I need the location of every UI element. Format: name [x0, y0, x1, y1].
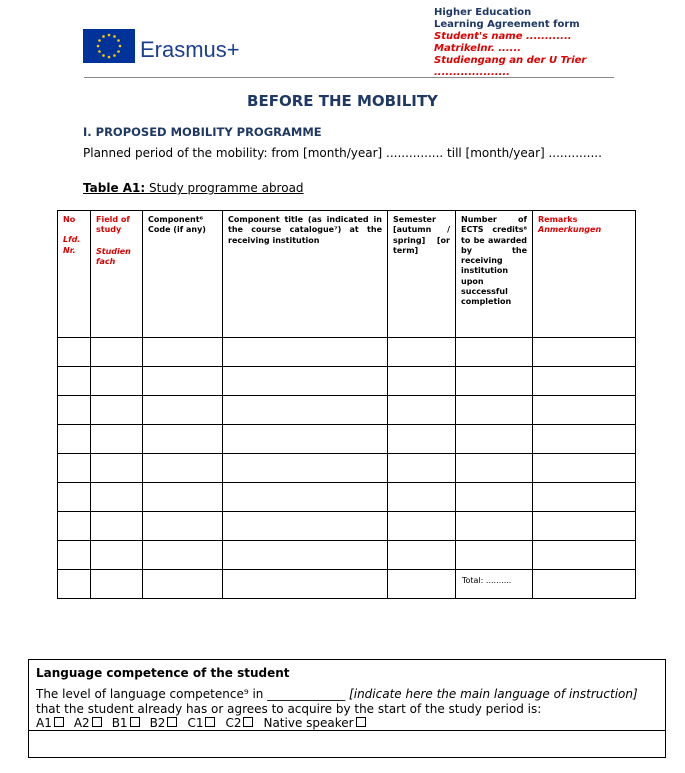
form-header [434, 7, 614, 79]
page-title: BEFORE THE MOBILITY [247, 92, 438, 110]
table-cell[interactable] [223, 425, 388, 454]
checkbox-icon[interactable] [92, 717, 102, 727]
level-option[interactable] [225, 716, 253, 730]
header-ects: Number of ECTS credits⁸ to be awarded by the receiving institution upon successful completion [456, 211, 533, 338]
checkbox-icon[interactable] [243, 717, 253, 727]
table-cell[interactable] [223, 541, 388, 570]
table-cell[interactable] [388, 541, 456, 570]
checkbox-icon[interactable] [130, 717, 140, 727]
table-cell[interactable] [456, 512, 533, 541]
table-cell[interactable] [143, 541, 223, 570]
table-cell[interactable] [533, 425, 636, 454]
table-cell[interactable] [91, 570, 143, 599]
level-label: B2 [149, 716, 166, 730]
table-cell[interactable] [533, 483, 636, 512]
header-component-code: Component⁶ Code (if any) [143, 211, 223, 338]
table-cell[interactable] [223, 396, 388, 425]
table-caption-label: Table A1: [83, 181, 146, 195]
level-label: C2 [225, 716, 242, 730]
section-heading: I. PROPOSED MOBILITY PROGRAMME [83, 125, 322, 139]
table-cell[interactable] [58, 541, 91, 570]
table-cell[interactable] [58, 512, 91, 541]
level-option[interactable] [74, 716, 102, 730]
table-cell[interactable] [143, 570, 223, 599]
table-cell[interactable] [223, 512, 388, 541]
table-cell[interactable] [533, 338, 636, 367]
header-semester: Semester [autumn / spring] [or term] [388, 211, 456, 338]
table-cell[interactable] [456, 454, 533, 483]
table-cell[interactable] [388, 367, 456, 396]
table-cell[interactable] [143, 367, 223, 396]
table-cell[interactable] [91, 483, 143, 512]
table-header-row [58, 211, 636, 338]
language-line [36, 687, 638, 701]
table-caption-text: Study programme abroad [145, 181, 304, 195]
table-cell[interactable] [223, 367, 388, 396]
level-option[interactable] [150, 716, 178, 730]
table-cell[interactable] [456, 483, 533, 512]
table-cell[interactable] [456, 338, 533, 367]
brand-name: Erasmus+ [140, 37, 240, 62]
table-caption [83, 181, 304, 195]
table-row [58, 483, 636, 512]
table-cell[interactable] [143, 396, 223, 425]
table-cell[interactable] [91, 541, 143, 570]
table-cell[interactable] [58, 367, 91, 396]
table-cell[interactable] [58, 396, 91, 425]
table-cell[interactable] [388, 483, 456, 512]
level-label: C1 [187, 716, 204, 730]
table-row [58, 541, 636, 570]
table-cell[interactable] [143, 483, 223, 512]
table-cell[interactable] [91, 512, 143, 541]
level-option[interactable] [112, 716, 140, 730]
table-cell[interactable] [533, 396, 636, 425]
table-row [58, 512, 636, 541]
student-name-field[interactable]: Student's name ............ [434, 31, 572, 42]
header-line: Higher Education [434, 7, 532, 18]
checkbox-icon[interactable] [167, 717, 177, 727]
level-label: B1 [111, 716, 128, 730]
study-programme-table [57, 210, 636, 599]
table-cell[interactable] [91, 454, 143, 483]
study-course-field[interactable]: .................... [434, 67, 510, 78]
header-component-title: Component title (as indicated in the course catalogue⁷) at the receiving institution [223, 211, 388, 338]
total-credits: Total: .......... [462, 576, 512, 585]
table-row [58, 425, 636, 454]
language-input[interactable]: The level of language competence⁹ in _____________ [36, 687, 350, 701]
table-cell[interactable] [388, 425, 456, 454]
table-cell[interactable] [456, 425, 533, 454]
table-cell[interactable] [533, 454, 636, 483]
table-cell[interactable] [223, 338, 388, 367]
table-row [58, 570, 636, 599]
table-cell[interactable] [456, 570, 533, 599]
table-cell[interactable] [58, 454, 91, 483]
table-cell[interactable] [91, 367, 143, 396]
language-title: Language competence of the student [36, 666, 290, 680]
table-cell[interactable] [143, 425, 223, 454]
table-cell[interactable] [58, 338, 91, 367]
table-cell[interactable] [533, 570, 636, 599]
box-divider [29, 730, 665, 731]
header-no: No Lfd. Nr. [58, 211, 91, 338]
level-option[interactable] [36, 716, 64, 730]
table-cell[interactable] [223, 454, 388, 483]
table-cell[interactable] [533, 512, 636, 541]
table-cell[interactable] [533, 541, 636, 570]
table-row [58, 454, 636, 483]
language-competence-box [28, 659, 666, 758]
header-remarks: Remarks Anmerkungen [533, 211, 636, 338]
table-cell[interactable] [91, 338, 143, 367]
table-cell[interactable] [456, 367, 533, 396]
table-cell[interactable] [223, 483, 388, 512]
table-cell[interactable] [143, 454, 223, 483]
table-cell[interactable] [58, 425, 91, 454]
table-cell[interactable] [58, 483, 91, 512]
table-cell[interactable] [91, 396, 143, 425]
header-divider [84, 77, 614, 78]
table-cell[interactable] [223, 570, 388, 599]
checkbox-icon[interactable] [356, 717, 366, 727]
level-option[interactable] [263, 716, 365, 730]
level-label: A2 [73, 716, 90, 730]
level-label: A1 [36, 716, 52, 730]
table-cell[interactable] [388, 396, 456, 425]
table-cell[interactable] [456, 396, 533, 425]
table-cell[interactable] [143, 338, 223, 367]
table-cell[interactable] [456, 541, 533, 570]
table-cell[interactable] [388, 512, 456, 541]
table-row [58, 396, 636, 425]
header-field-of-study: Field of study Studien fach [91, 211, 143, 338]
table-cell[interactable] [533, 367, 636, 396]
checkbox-icon[interactable] [205, 717, 215, 727]
erasmus-logo [83, 29, 260, 65]
language-line-2: that the student already has or agrees to acquire by the start of the study period is: [36, 702, 542, 716]
planned-period-line[interactable]: Planned period of the mobility: from [month/year] ............... till [month/year] .............. [83, 146, 602, 160]
table-cell[interactable] [58, 570, 91, 599]
table-row [58, 367, 636, 396]
language-hint: [indicate here the main language of instruction] [349, 687, 638, 701]
level-label: Native speaker [263, 716, 354, 730]
level-option[interactable] [187, 716, 215, 730]
table-cell[interactable] [388, 454, 456, 483]
level-options [36, 716, 376, 730]
table-row [58, 338, 636, 367]
table-cell[interactable] [143, 512, 223, 541]
table-cell[interactable] [388, 338, 456, 367]
table-cell[interactable] [91, 425, 143, 454]
matrikel-field[interactable]: Matrikelnr. ...... [434, 43, 522, 54]
eu-flag-icon [83, 29, 135, 63]
header-line: Learning Agreement form [434, 19, 580, 30]
checkbox-icon[interactable] [54, 717, 64, 727]
study-course-label: Studiengang an der U Trier [434, 55, 587, 66]
table-cell[interactable] [388, 570, 456, 599]
